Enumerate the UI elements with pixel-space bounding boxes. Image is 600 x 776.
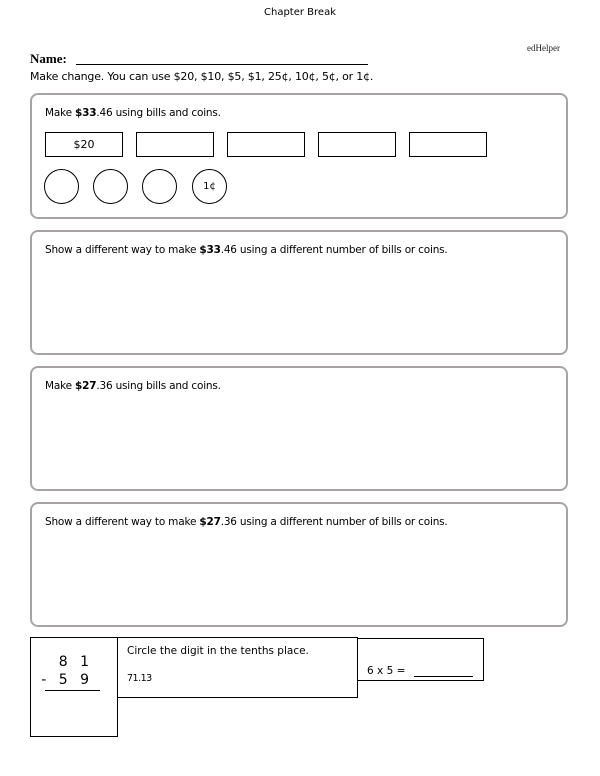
prompt-text: Make	[45, 107, 75, 119]
amount-bold: $27	[75, 380, 97, 392]
coin-circle[interactable]: 1¢	[192, 169, 227, 204]
problem-prompt	[45, 244, 448, 256]
coin-circle[interactable]	[44, 169, 79, 204]
multiplication-expression: 6 x 5 =	[367, 665, 406, 677]
problem-prompt	[45, 107, 221, 119]
prompt-text: Show a different way to make	[45, 516, 200, 528]
name-line[interactable]	[76, 64, 368, 65]
problem-panel-1	[30, 93, 568, 219]
coin-circle[interactable]	[142, 169, 177, 204]
amount-rest: .36	[220, 516, 237, 528]
bill-box[interactable]	[227, 132, 305, 157]
prompt-text: using bills and coins.	[112, 107, 221, 119]
prompt-text: using a different number of bills or coins.	[236, 516, 448, 528]
problem-panel-3[interactable]	[30, 366, 568, 491]
page-title: Chapter Break	[264, 7, 336, 18]
problem-prompt	[45, 380, 221, 392]
subtraction-top: 8 1	[58, 654, 93, 670]
bill-box[interactable]	[409, 132, 487, 157]
problem-panel-4[interactable]	[30, 502, 568, 627]
prompt-text: using bills and coins.	[112, 380, 221, 392]
problem-prompt	[45, 516, 448, 528]
subtraction-cell[interactable]	[30, 637, 118, 737]
amount-rest: .46	[220, 244, 237, 256]
bill-box[interactable]	[318, 132, 396, 157]
tenths-prompt: Circle the digit in the tenths place.	[127, 645, 309, 657]
amount-bold: $33	[75, 107, 97, 119]
amount-bold: $33	[199, 244, 221, 256]
coin-circle[interactable]	[93, 169, 128, 204]
prompt-text: Make	[45, 380, 75, 392]
bill-box[interactable]: $20	[45, 132, 123, 157]
amount-rest: .36	[96, 380, 113, 392]
tenths-cell	[117, 637, 358, 698]
prompt-text: using a different number of bills or coins.	[236, 244, 448, 256]
subtraction-line	[45, 690, 100, 691]
amount-rest: .46	[96, 107, 113, 119]
instructions: Make change. You can use $20, $10, $5, $1, 25¢, 10¢, 5¢, or 1¢.	[30, 70, 374, 83]
prompt-text: Show a different way to make	[45, 244, 200, 256]
problem-panel-2[interactable]	[30, 230, 568, 355]
answer-line[interactable]	[414, 676, 473, 677]
bill-box[interactable]	[136, 132, 214, 157]
amount-bold: $27	[199, 516, 221, 528]
name-label: Name:	[30, 51, 67, 66]
tenths-number[interactable]: 71.13	[127, 673, 152, 684]
subtraction-bottom: - 5 9	[41, 672, 93, 688]
brand-label: edHelper	[527, 43, 560, 53]
multiplication-cell	[357, 638, 484, 681]
